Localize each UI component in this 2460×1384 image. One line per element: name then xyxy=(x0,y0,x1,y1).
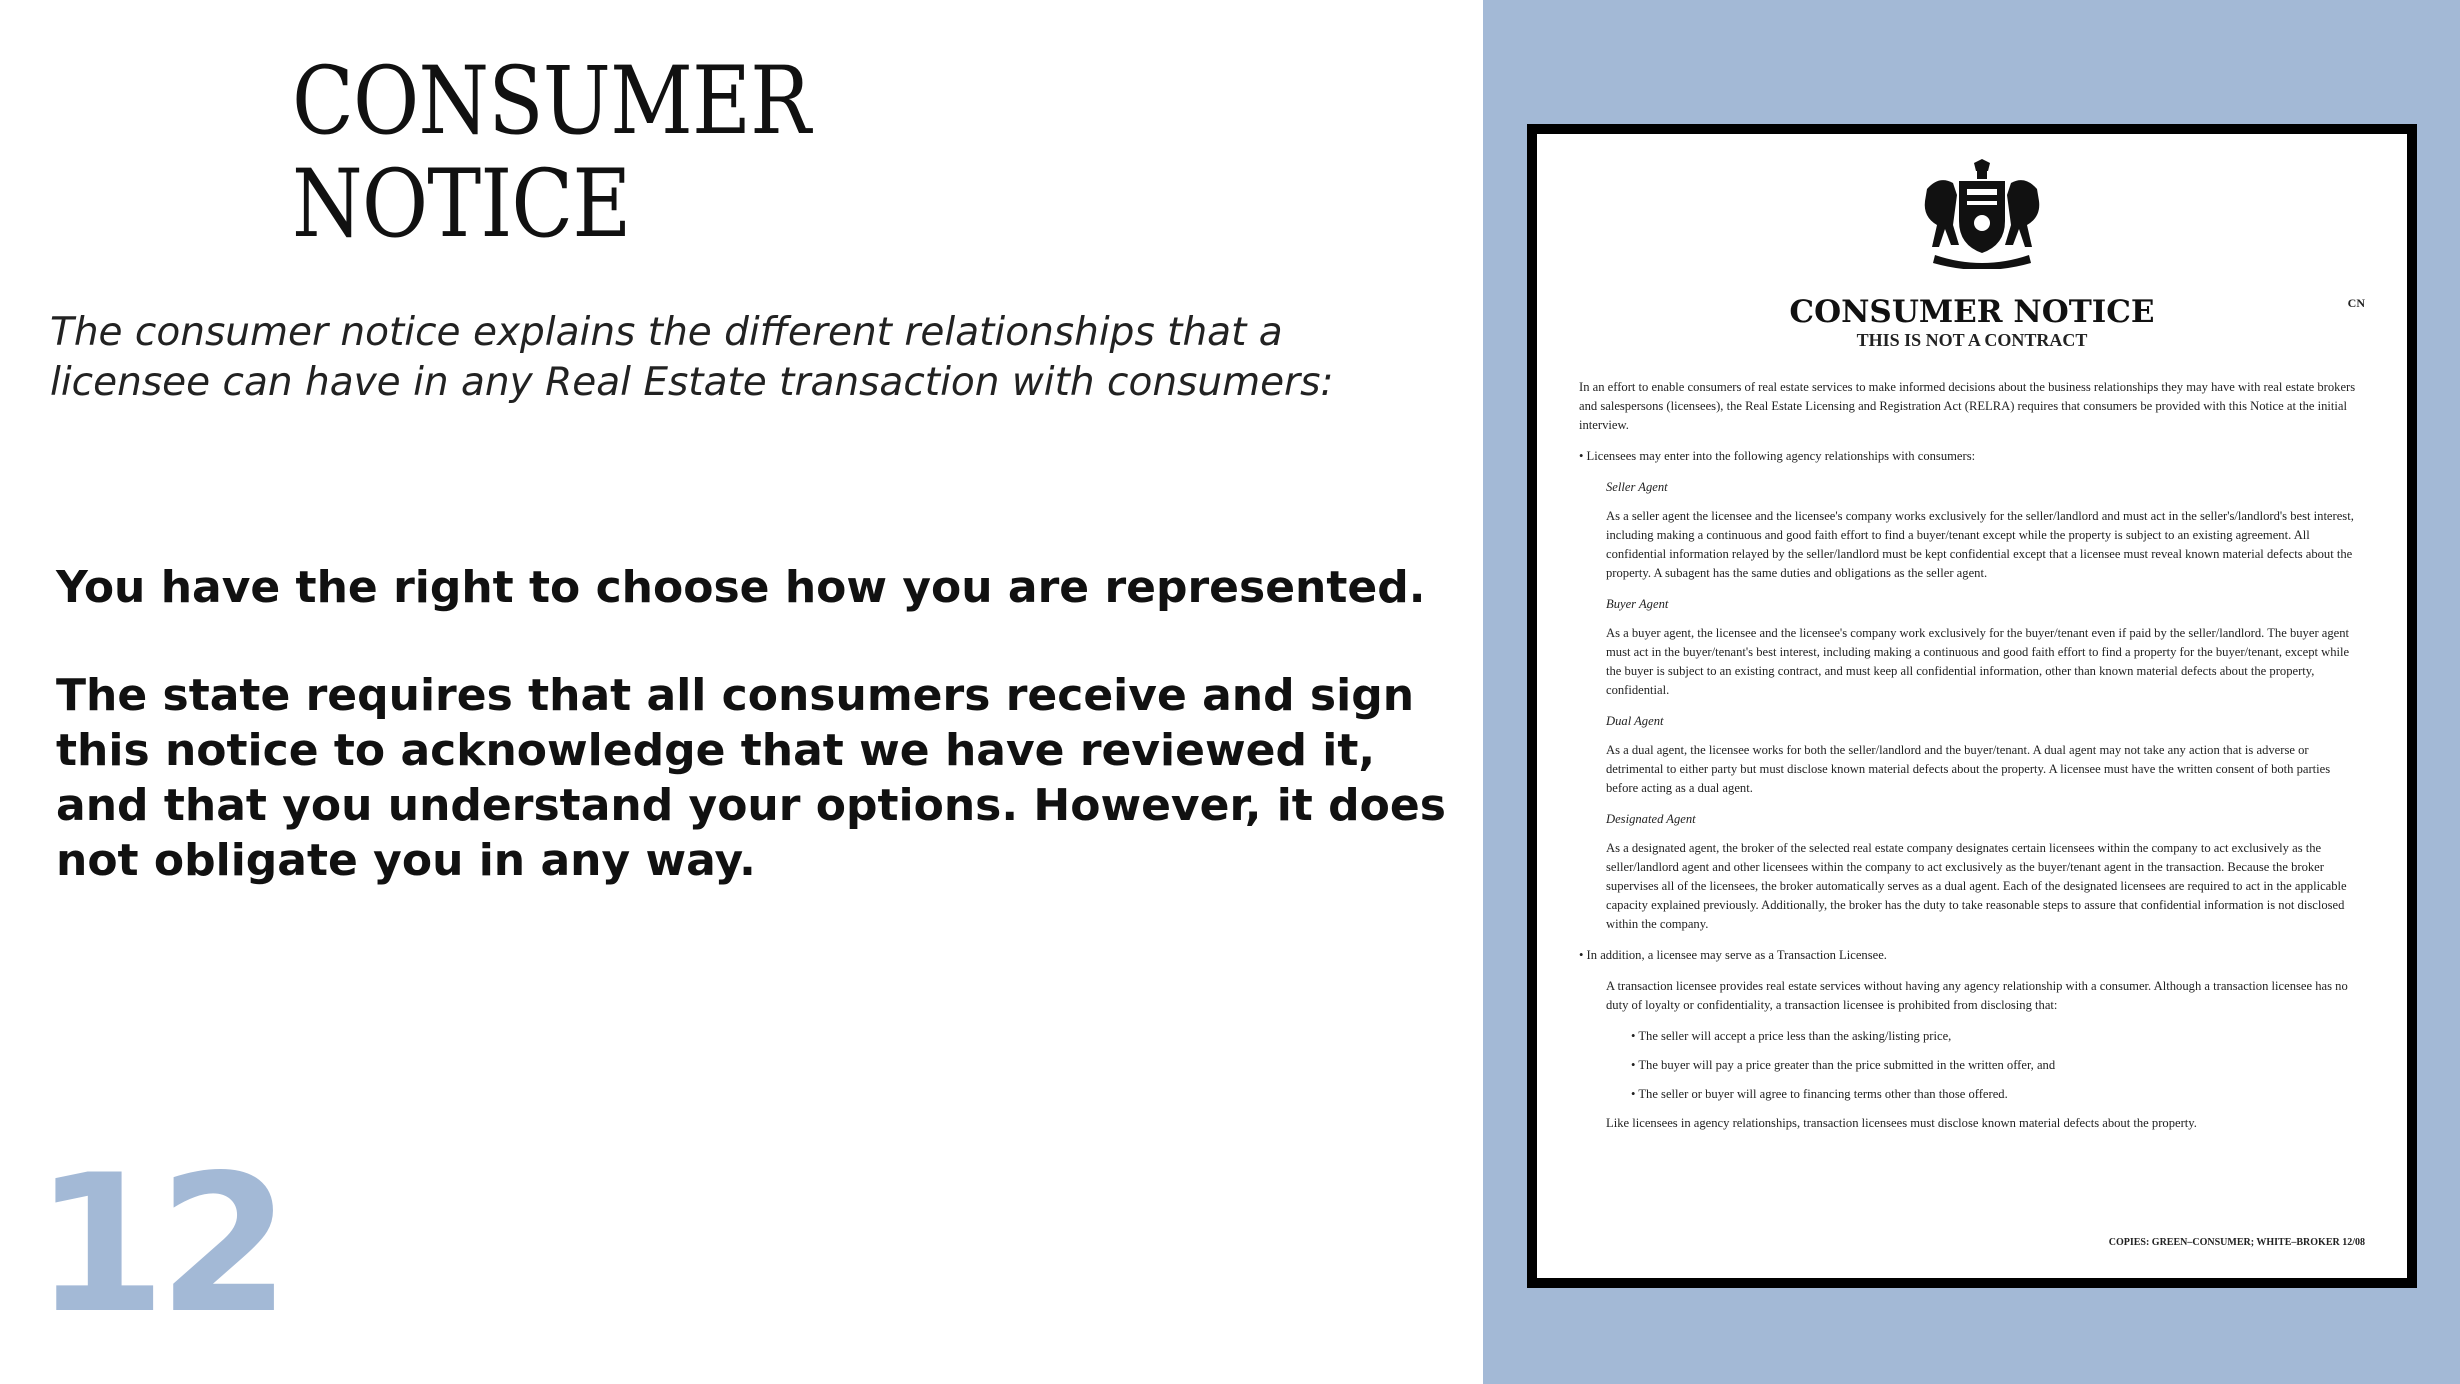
state-seal-icon xyxy=(1907,159,2057,269)
document-image-frame xyxy=(1527,124,2417,1288)
designated-agent-text: As a designated agent, the broker of the selected real estate company designates certain licensees within the company to act exclusively as the seller/landlord agent and other licensees within the company to act exclusively as the buyer/tenant agent in the transaction. Because the broker supervises all of the licensees, the broker automatically serves as a dual agent. Each of the designated licensees are required to act in the applicable capacity explained previously. Additionally, the broker has the duty to take reasonable steps to assure that confidential information is not disclosed within the company. xyxy=(1606,841,2347,931)
state-requirement-text: The state requires that all consumers receive and sign this notice to acknowledge that we have reviewed it, and that you understand your options. However, it does not obligate you in any way. xyxy=(56,670,1446,886)
buyer-agent-text: As a buyer agent, the licensee and the licensee's company work exclusively for the buyer/tenant even if paid by the seller/landlord. The buyer agent must act in the buyer/tenant's best interest, including making a continuous and good faith effort to find a property for the buyer/tenant, except while the buyer is subject to an existing contract, and must keep all confidential information, other than known material defects about the property, confidential. xyxy=(1606,626,2350,697)
seller-agent-heading: Seller Agent xyxy=(1606,480,1668,494)
list-item: • The buyer will pay a price greater than the price submitted in the written offer, and xyxy=(1631,1058,2056,1072)
document-title: CONSUMER NOTICE xyxy=(1789,294,2155,330)
agency-bullet: • Licensees may enter into the following agency relationships with consumers: xyxy=(1579,449,1976,463)
document-footer: COPIES: GREEN–CONSUMER; WHITE–BROKER 12/08 xyxy=(2108,1237,2365,1248)
document-body xyxy=(1579,378,2359,1145)
document-intro: In an effort to enable consumers of real estate services to make informed decisions about the business relationships they may have with real estate brokers and salespersons (licensees), the Real Estate Licensing and Registration Act (RELRA) requires that consumers be provided with this Notice at the initial interview. xyxy=(1579,380,2356,432)
right-to-choose-text: You have the right to choose how you are represented. xyxy=(56,562,1426,613)
slide-title: CONSUMER NOTICE xyxy=(292,47,811,260)
document-subtitle: THIS IS NOT A CONTRACT xyxy=(1856,330,2088,350)
list-item: • The seller will accept a price less than the asking/listing price, xyxy=(1631,1029,1952,1043)
closing-text: Like licensees in agency relationships, transaction licensees must disclose known material defects about the property. xyxy=(1606,1116,2197,1130)
intro-text: The consumer notice explains the different relationships that a licensee can have in any Real Estate transaction with consumers: xyxy=(50,310,1334,405)
dual-agent-text: As a dual agent, the licensee works for both the seller/landlord and the buyer/tenant. A dual agent may not take any action that is adverse or detrimental to either party but must disclose known material defects about the property. A licensee must have the written consent of both parties before acting as a dual agent. xyxy=(1606,743,2331,795)
seller-agent-text: As a seller agent the licensee and the licensee's company works exclusively for the seller/landlord and must act in the seller's/landlord's best interest, including making a continuous and good faith effort to find a buyer/tenant except while the property is subject to an existing agreement. All confidential information relayed by the seller/landlord must be kept confidential except that a licensee must reveal known material defects about the property. A subagent has the same duties and obligations as the seller agent. xyxy=(1606,509,2354,580)
transaction-licensee-text: A transaction licensee provides real estate services without having any agency relationship with a consumer. Although a transaction licensee has no duty of loyalty or confidentiality, a transaction licensee is prohibited from disclosing that: xyxy=(1606,979,2348,1012)
transaction-bullet: • In addition, a licensee may serve as a Transaction Licensee. xyxy=(1579,948,1887,962)
dual-agent-heading: Dual Agent xyxy=(1606,714,1664,728)
designated-agent-heading: Designated Agent xyxy=(1606,812,1696,826)
list-item: • The seller or buyer will agree to financing terms other than those offered. xyxy=(1631,1087,2008,1101)
page-number: 12 xyxy=(34,1134,283,1355)
buyer-agent-heading: Buyer Agent xyxy=(1606,597,1669,611)
consumer-notice-document xyxy=(1537,134,2407,1278)
document-code: CN xyxy=(2347,296,2365,310)
